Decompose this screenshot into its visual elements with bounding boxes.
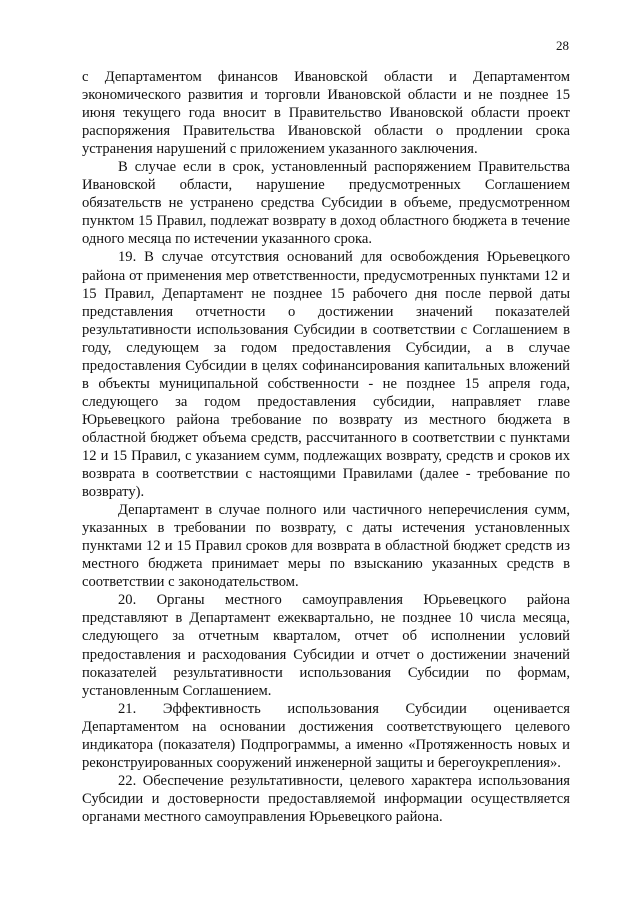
paragraph: с Департаментом финансов Ивановской области и Департаментом экономического развития и торговли Ивановской области и не позднее 15 июня текущего года вносит в Правительство Ивановской области проект распоряжения Правительства Ивановской области о продлении срока устранения нарушений с приложением указанного заключения. — [82, 69, 570, 158]
document-body — [82, 68, 570, 826]
paragraph: В случае если в срок, установленный распоряжением Правительства Ивановской области, нарушение предусмотренных Соглашением обязательств не устранено средства Субсидии в объеме, предусмотренном пунктом 15 Правил, подлежат возврату в доход областного бюджета в течение одного месяца по истечении указанного срока. — [82, 159, 570, 248]
paragraph-clause-21: 21. Эффективность использования Субсидии оценивается Департаментом на основании достижения соответствующего целевого индикатора (показателя) Подпрограммы, а именно «Протяженность новых и реконструированных сооружений инженерной защиты и берегоукрепления». — [82, 700, 570, 771]
page-number: 28 — [556, 38, 569, 53]
paragraph-clause-19: 19. В случае отсутствия оснований для освобождения Юрьевецкого района от применения мер ответственности, предусмотренных пунктами 12 и 15 Правил, Департамент не позднее 15 рабочего дня после первой даты представления отчетности о достижении значений показателей результативности использования Субсидии в соответствии с Соглашением в году, следующем за годом предоставления Субсидии, а в случае предоставления Субсидии в целях софинансирования капитальных вложений в объекты муниципальной собственности - не позднее 15 апреля года, следующего за годом предоставления субсидии, направляет главе Юрьевецкого района требование по возврату из местного бюджета в областной бюджет объема средств, рассчитанного в соответствии с пунктами 12 и 15 Правил, с указанием сумм, подлежащих возврату, средств и сроков их возврата в соответствии с настоящими Правилами (далее - требование по возврату). — [82, 249, 570, 501]
paragraph-clause-22: 22. Обеспечение результативности, целевого характера использования Субсидии и достоверности предоставляемой информации осуществляется органами местного самоуправления Юрьевецкого района. — [82, 772, 570, 825]
paragraph-clause-20: 20. Органы местного самоуправления Юрьевецкого района представляют в Департамент ежеквартально, не позднее 10 числа месяца, следующего за отчетным кварталом, отчет об исполнении условий предоставления и расходования Субсидии и отчет о достижении значений показателей результативности использования Субсидии по формам, установленным Соглашением. — [82, 592, 570, 699]
paragraph: Департамент в случае полного или частичного неперечисления сумм, указанных в требовании по возврату, с даты истечения установленных пунктами 12 и 15 Правил сроков для возврата в областной бюджет средств из местного бюджета принимает меры по взысканию указанных средств в соответствии с законодательством. — [82, 502, 570, 591]
